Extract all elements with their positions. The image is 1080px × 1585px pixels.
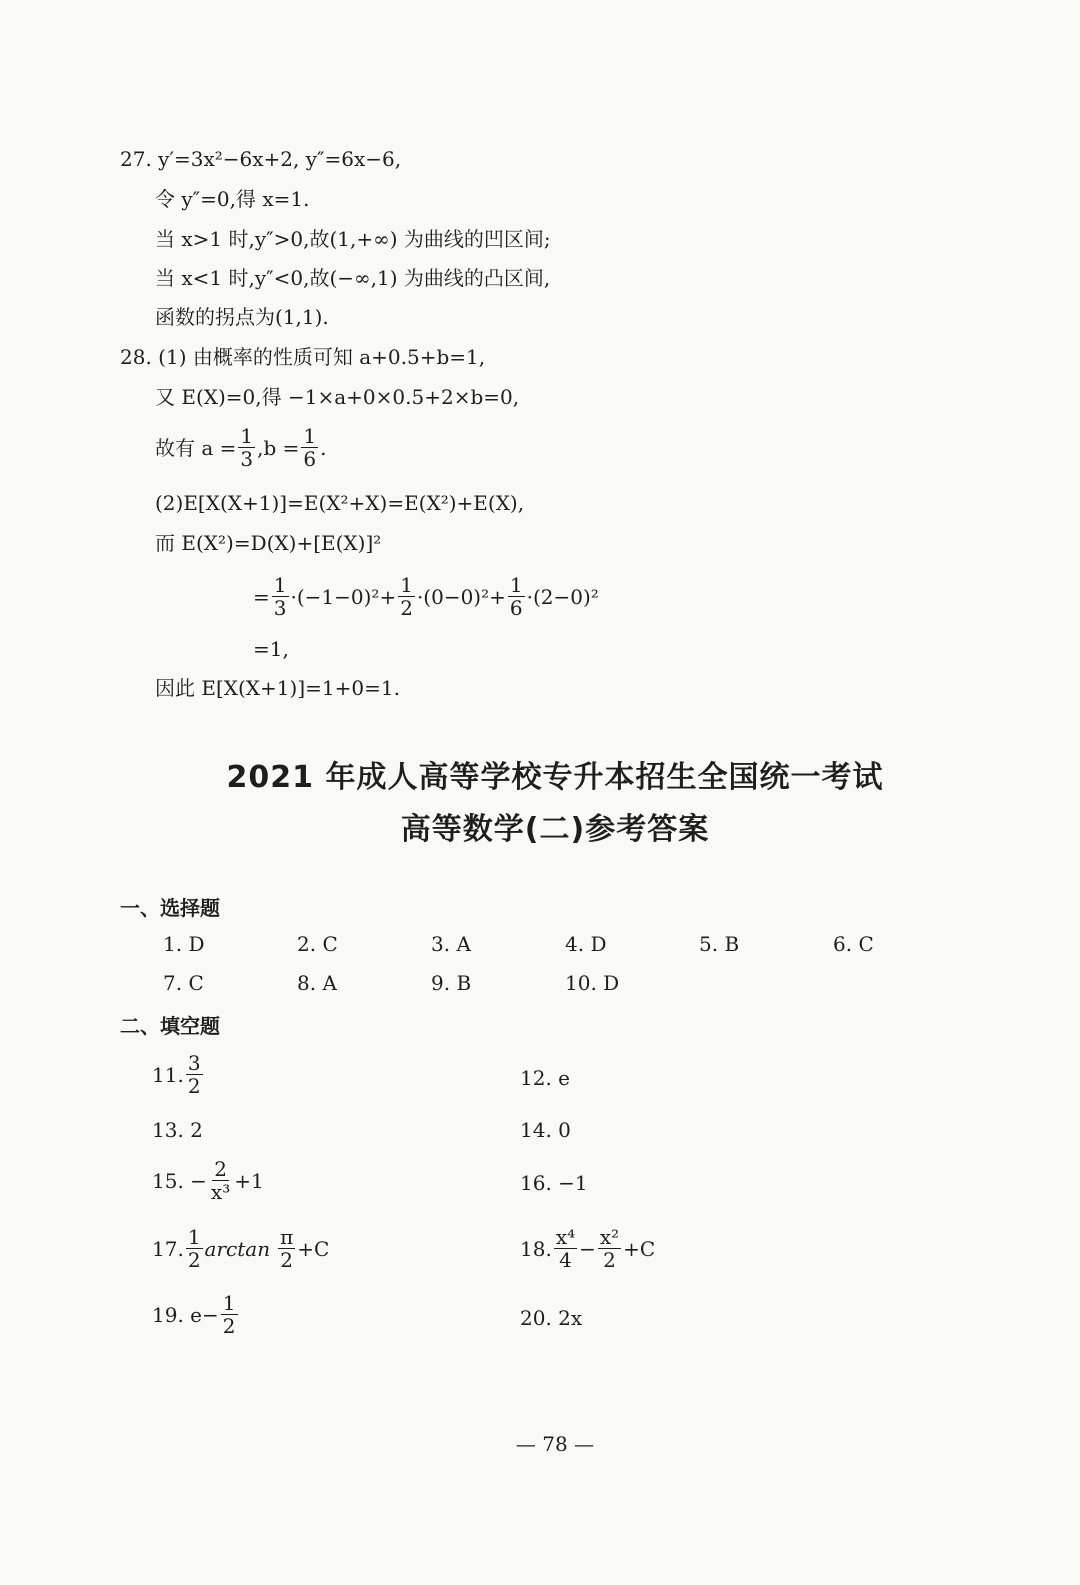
choice-answer: 5. B [699, 932, 740, 956]
exam-subtitle: 高等数学(二)参考答案 [400, 812, 710, 847]
fill-answer-15 [152, 1158, 264, 1203]
fraction-numerator: 3 [187, 1051, 201, 1075]
choice-answer: 10. D [565, 971, 620, 995]
fraction [186, 1052, 203, 1097]
fraction-numerator: x² [599, 1225, 620, 1249]
choice-answer: 1. D [163, 932, 205, 956]
minus-sign: − [579, 1236, 596, 1261]
page-number: — 78 — [515, 1432, 595, 1456]
q27-line4: 当 x<1 时,y″<0,故(−∞,1) 为曲线的凸区间, [155, 266, 551, 290]
fill-answer-18 [520, 1226, 655, 1271]
fraction-denominator: 2 [400, 596, 413, 620]
fraction [598, 1226, 621, 1271]
fill-answer-16: 16. −1 [520, 1171, 588, 1195]
exam-title: 2021 年成人高等学校专升本招生全国统一考试 [226, 760, 884, 795]
fraction-one-third [272, 574, 289, 619]
choice-answer: 2. C [297, 932, 338, 956]
answer-number: 19. e− [152, 1302, 219, 1327]
q28-part1: (1) 由概率的性质可知 a+0.5+b=1, [158, 345, 486, 369]
q28-result-mid: ,b = [257, 435, 300, 460]
fraction [209, 1158, 232, 1203]
choice-answer: 7. C [163, 971, 204, 995]
q28-line4: (2)E[X(X+1)]=E(X²+X)=E(X²)+E(X), [155, 491, 525, 515]
fraction-denominator: 3 [240, 447, 254, 471]
fraction-one-sixth [508, 574, 525, 619]
section-heading-choice: 一、选择题 [120, 896, 220, 920]
q27-line5: 函数的拐点为(1,1). [155, 305, 329, 329]
answer-number: 15. − [152, 1168, 207, 1193]
q27-line1 [120, 145, 401, 173]
q28-line5: 而 E(X²)=D(X)+[E(X)]² [155, 531, 382, 555]
q28-result-end: . [320, 435, 327, 460]
fraction [186, 1226, 203, 1271]
fraction [278, 1226, 295, 1271]
answer-tail: +1 [234, 1168, 264, 1193]
section-heading-fill: 二、填空题 [120, 1014, 220, 1038]
answer-tail: +C [623, 1236, 656, 1261]
variance-term-3: ·(2−0)² [526, 584, 599, 609]
q27-line2: 令 y″=0,得 x=1. [155, 187, 310, 211]
fraction-numerator: 1 [187, 1225, 201, 1249]
q28-number: 28. [120, 345, 152, 369]
fill-answer-17 [152, 1226, 329, 1271]
fill-answer-11 [152, 1052, 205, 1097]
fraction-denominator: 3 [273, 596, 287, 620]
fraction-numerator: 1 [509, 573, 523, 597]
fill-answer-12: 12. e [520, 1066, 570, 1090]
variance-term-1: ·(−1−0)²+ [290, 584, 397, 609]
answer-tail: +C [297, 1236, 330, 1261]
fraction-denominator: 2 [280, 1248, 294, 1272]
answer-number: 11. [152, 1062, 184, 1087]
q28-line3 [155, 425, 327, 470]
choice-answer: 9. B [431, 971, 472, 995]
answer-number: 18. [520, 1236, 552, 1261]
fraction-denominator: 4 [559, 1248, 572, 1272]
q28-line2: 又 E(X)=0,得 −1×a+0×0.5+2×b=0, [155, 385, 520, 409]
answer-number: 17. [152, 1236, 184, 1261]
fraction-one-sixth [301, 425, 318, 470]
fill-answer-13: 13. 2 [152, 1118, 203, 1142]
equals-sign: = [253, 584, 270, 609]
fraction-numerator: x⁴ [555, 1225, 576, 1249]
fraction [554, 1226, 577, 1271]
fraction-denominator: x³ [210, 1180, 231, 1204]
fill-answer-19 [152, 1292, 240, 1337]
fraction-denominator: 2 [222, 1314, 236, 1338]
q28-result-prefix: 故有 a = [155, 435, 237, 460]
q28-line7: =1, [253, 637, 289, 661]
q27-number: 27. [120, 147, 152, 171]
variance-term-2: ·(0−0)²+ [416, 584, 506, 609]
q28-line6 [253, 574, 599, 619]
fraction [221, 1292, 238, 1337]
fraction-denominator: 2 [187, 1074, 201, 1098]
choice-answer: 3. A [431, 932, 471, 956]
fill-answer-20: 20. 2x [520, 1306, 583, 1330]
fraction-numerator: 1 [273, 573, 287, 597]
q27-line3: 当 x>1 时,y″>0,故(1,+∞) 为曲线的凹区间; [155, 227, 551, 251]
fraction-denominator: 2 [187, 1248, 201, 1272]
fraction-numerator: 1 [303, 424, 317, 448]
fraction-numerator: 2 [214, 1157, 227, 1181]
fraction-denominator: 6 [303, 447, 317, 471]
q28-line1 [120, 343, 485, 371]
choice-answer: 8. A [297, 971, 337, 995]
fill-answer-14: 14. 0 [520, 1118, 571, 1142]
q27-derivatives: y′=3x²−6x+2, y″=6x−6, [158, 147, 402, 171]
q28-line8: 因此 E[X(X+1)]=1+0=1. [155, 676, 400, 700]
choice-answer: 4. D [565, 932, 607, 956]
function-name: arctan [204, 1236, 271, 1261]
fraction-numerator: 1 [400, 573, 413, 597]
fraction-denominator: 2 [603, 1248, 616, 1272]
fraction-denominator: 6 [509, 596, 523, 620]
fraction-numerator: π [280, 1225, 294, 1249]
fraction-numerator: 1 [240, 424, 254, 448]
fraction-one-half [398, 574, 415, 619]
fraction-numerator: 1 [222, 1291, 236, 1315]
fraction-one-third [238, 425, 255, 470]
choice-answer: 6. C [833, 932, 874, 956]
